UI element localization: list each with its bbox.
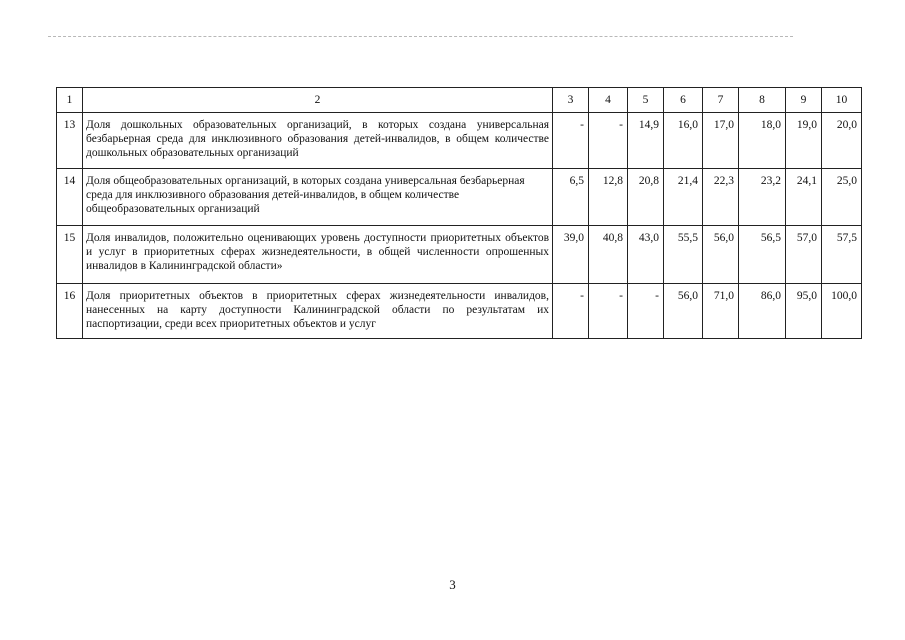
table-cell: 22,3 bbox=[703, 169, 739, 226]
table-cell: - bbox=[589, 284, 628, 339]
table-cell: - bbox=[628, 284, 664, 339]
row-number: 13 bbox=[57, 113, 83, 169]
column-header: 4 bbox=[589, 88, 628, 113]
table-row bbox=[57, 284, 862, 339]
header-rule bbox=[48, 36, 793, 37]
table-cell: 12,8 bbox=[589, 169, 628, 226]
table-cell: - bbox=[553, 284, 589, 339]
table-cell: 20,0 bbox=[822, 113, 862, 169]
table-cell: 20,8 bbox=[628, 169, 664, 226]
table-cell: 25,0 bbox=[822, 169, 862, 226]
table-cell: 95,0 bbox=[786, 284, 822, 339]
table-row bbox=[57, 169, 862, 226]
table-cell: 86,0 bbox=[739, 284, 786, 339]
table-cell: 43,0 bbox=[628, 226, 664, 284]
indicator-description: Доля дошкольных образовательных организаций, в которых создана универсальная безбарьерная среда для инклюзивного образования детей-инвалидов, в общем количестве дошкольных образовательных организаций bbox=[83, 113, 553, 169]
table-cell: 23,2 bbox=[739, 169, 786, 226]
table-row bbox=[57, 226, 862, 284]
table-cell: 6,5 bbox=[553, 169, 589, 226]
table-cell: 21,4 bbox=[664, 169, 703, 226]
indicator-description: Доля приоритетных объектов в приоритетных сферах жизнедеятельности инвалидов, нанесенных на карту доступности Калининградской области по результатам их паспортизации, среди всех приоритетных объектов и услуг bbox=[83, 284, 553, 339]
column-header: 5 bbox=[628, 88, 664, 113]
indicator-description: Доля общеобразовательных организаций, в которых создана универсальная безбарьерная среда для инклюзивного образования детей-инвалидов, в общем количестве общеобразовательных организаций bbox=[83, 169, 553, 226]
table-cell: 14,9 bbox=[628, 113, 664, 169]
column-header: 6 bbox=[664, 88, 703, 113]
table-cell: 71,0 bbox=[703, 284, 739, 339]
table-cell: 57,5 bbox=[822, 226, 862, 284]
table-cell: 17,0 bbox=[703, 113, 739, 169]
row-number: 15 bbox=[57, 226, 83, 284]
table-cell: 16,0 bbox=[664, 113, 703, 169]
table-cell: - bbox=[589, 113, 628, 169]
table-header-row bbox=[57, 88, 862, 113]
column-header: 9 bbox=[786, 88, 822, 113]
table-cell: - bbox=[553, 113, 589, 169]
row-number: 14 bbox=[57, 169, 83, 226]
column-header: 3 bbox=[553, 88, 589, 113]
indicators-table bbox=[56, 87, 862, 339]
indicator-description: Доля инвалидов, положительно оценивающих уровень доступности приоритетных объектов и услуг в приоритетных сферах жизнедеятельности, в общей численности опрошенных инвалидов в Калининградской области» bbox=[83, 226, 553, 284]
table-cell: 19,0 bbox=[786, 113, 822, 169]
column-header: 2 bbox=[83, 88, 553, 113]
page-number: 3 bbox=[449, 577, 456, 592]
table-row bbox=[57, 113, 862, 169]
table-cell: 56,5 bbox=[739, 226, 786, 284]
table-cell: 39,0 bbox=[553, 226, 589, 284]
table-cell: 55,5 bbox=[664, 226, 703, 284]
column-header: 10 bbox=[822, 88, 862, 113]
table-cell: 56,0 bbox=[664, 284, 703, 339]
table-cell: 24,1 bbox=[786, 169, 822, 226]
row-number: 16 bbox=[57, 284, 83, 339]
table-cell: 100,0 bbox=[822, 284, 862, 339]
table-cell: 18,0 bbox=[739, 113, 786, 169]
column-header: 8 bbox=[739, 88, 786, 113]
column-header: 1 bbox=[57, 88, 83, 113]
table-cell: 40,8 bbox=[589, 226, 628, 284]
table-cell: 57,0 bbox=[786, 226, 822, 284]
column-header: 7 bbox=[703, 88, 739, 113]
table-cell: 56,0 bbox=[703, 226, 739, 284]
